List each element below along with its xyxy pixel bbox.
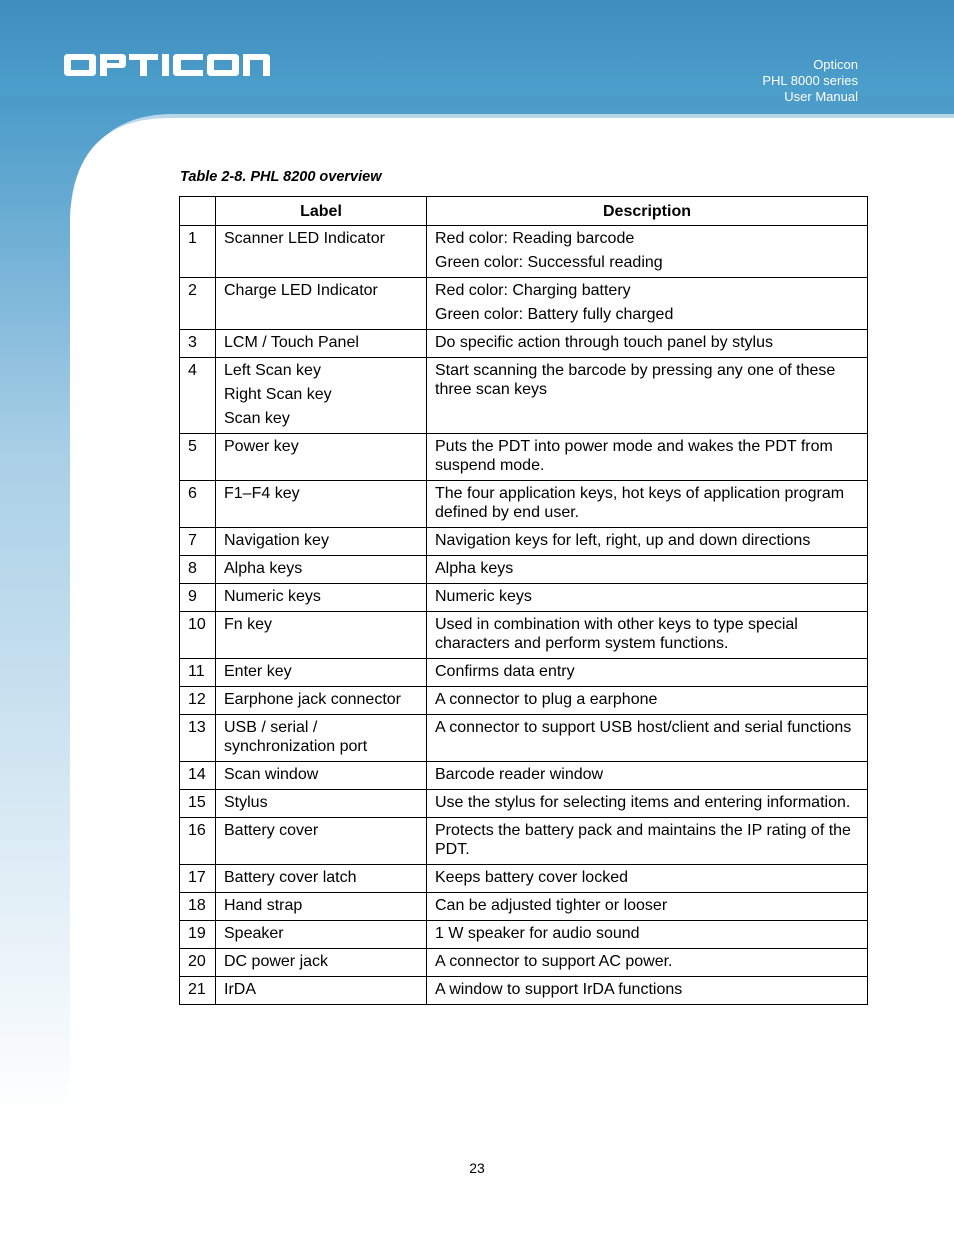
row-description-cell	[427, 715, 868, 762]
row-description-cell	[427, 226, 868, 278]
row-description: A connector to plug a earphone	[435, 691, 658, 708]
column-header-description: Description	[427, 197, 868, 226]
row-label: Scanner LED Indicator	[224, 230, 385, 247]
row-description: Green color: Battery fully charged	[435, 306, 674, 323]
row-number: 20	[180, 949, 216, 977]
row-label: Charge LED Indicator	[224, 282, 378, 299]
table-header-row	[180, 197, 868, 226]
column-header-label: Label	[216, 197, 427, 226]
row-number: 21	[180, 977, 216, 1005]
row-description-cell	[427, 659, 868, 687]
row-description: Confirms data entry	[435, 663, 575, 680]
row-description: Red color: Charging battery	[435, 282, 631, 299]
table-row	[180, 434, 868, 481]
header-meta-doctype: User Manual	[784, 89, 858, 104]
row-number: 13	[180, 715, 216, 762]
row-label-cell	[216, 790, 427, 818]
row-number: 1	[180, 226, 216, 278]
row-number: 4	[180, 358, 216, 434]
table-row	[180, 687, 868, 715]
row-description-cell	[427, 330, 868, 358]
row-number: 9	[180, 584, 216, 612]
row-label: Hand strap	[224, 897, 303, 914]
row-label-cell	[216, 762, 427, 790]
row-number: 18	[180, 893, 216, 921]
table-row	[180, 818, 868, 865]
row-number: 10	[180, 612, 216, 659]
row-label-cell	[216, 528, 427, 556]
row-label: Left Scan key	[224, 362, 321, 379]
row-label: Fn key	[224, 616, 273, 633]
row-description: Protects the battery pack and maintains the IP rating of the PDT.	[435, 822, 851, 858]
row-description: A window to support IrDA functions	[435, 981, 683, 998]
table-body	[180, 226, 868, 1005]
row-label: LCM / Touch Panel	[224, 334, 359, 351]
row-label-cell	[216, 358, 427, 434]
row-label: Navigation key	[224, 532, 329, 549]
row-description-cell	[427, 977, 868, 1005]
row-label-cell	[216, 481, 427, 528]
column-header-number	[180, 197, 216, 226]
table-row	[180, 921, 868, 949]
row-number: 3	[180, 330, 216, 358]
row-description: Green color: Successful reading	[435, 254, 663, 271]
row-description-cell	[427, 556, 868, 584]
table-row	[180, 330, 868, 358]
row-number: 8	[180, 556, 216, 584]
row-description-cell	[427, 687, 868, 715]
row-label-cell	[216, 659, 427, 687]
overview-table	[179, 196, 868, 1005]
table-row	[180, 278, 868, 330]
row-description-cell	[427, 612, 868, 659]
row-description-cell	[427, 865, 868, 893]
row-label-cell	[216, 226, 427, 278]
row-label-cell	[216, 584, 427, 612]
row-label-cell	[216, 715, 427, 762]
row-label-cell	[216, 278, 427, 330]
table-row	[180, 715, 868, 762]
row-number: 19	[180, 921, 216, 949]
opticon-logo	[62, 50, 294, 80]
table-row	[180, 612, 868, 659]
row-number: 17	[180, 865, 216, 893]
row-label: Alpha keys	[224, 560, 303, 577]
row-description: A connector to support AC power.	[435, 953, 673, 970]
row-description: 1 W speaker for audio sound	[435, 925, 640, 942]
table-row	[180, 481, 868, 528]
row-description-cell	[427, 481, 868, 528]
row-number: 5	[180, 434, 216, 481]
table-row	[180, 584, 868, 612]
row-description: Can be adjusted tighter or looser	[435, 897, 668, 914]
row-number: 14	[180, 762, 216, 790]
row-label-cell	[216, 865, 427, 893]
row-label: Battery cover	[224, 822, 319, 839]
row-description: Navigation keys for left, right, up and down directions	[435, 532, 811, 549]
row-label: Battery cover latch	[224, 869, 357, 886]
row-description: The four application keys, hot keys of application program defined by end user.	[435, 485, 845, 521]
row-description: Use the stylus for selecting items and entering information.	[435, 794, 851, 811]
row-number: 12	[180, 687, 216, 715]
row-description-cell	[427, 921, 868, 949]
row-label-cell	[216, 612, 427, 659]
row-label-cell	[216, 921, 427, 949]
table-row	[180, 949, 868, 977]
row-description: Start scanning the barcode by pressing any one of these three scan keys	[435, 362, 836, 398]
row-description-cell	[427, 584, 868, 612]
table-row	[180, 659, 868, 687]
row-description: A connector to support USB host/client and serial functions	[435, 719, 852, 736]
header-meta-company: Opticon	[813, 57, 858, 72]
table-row	[180, 358, 868, 434]
row-label-cell	[216, 977, 427, 1005]
table-row	[180, 762, 868, 790]
row-description-cell	[427, 762, 868, 790]
row-label-cell	[216, 687, 427, 715]
header-meta	[762, 57, 858, 105]
row-description-cell	[427, 949, 868, 977]
row-label: Earphone jack connector	[224, 691, 401, 708]
row-description: Used in combination with other keys to type special characters and perform system functions.	[435, 616, 798, 652]
row-label: Scan window	[224, 766, 319, 783]
table-row	[180, 226, 868, 278]
row-number: 16	[180, 818, 216, 865]
row-description-cell	[427, 790, 868, 818]
table-row	[180, 977, 868, 1005]
row-label: Speaker	[224, 925, 284, 942]
table-caption: Table 2-8. PHL 8200 overview	[180, 169, 382, 185]
table-row	[180, 528, 868, 556]
row-description: Keeps battery cover locked	[435, 869, 628, 886]
row-number: 6	[180, 481, 216, 528]
row-label: Power key	[224, 438, 299, 455]
table-row	[180, 865, 868, 893]
row-label: DC power jack	[224, 953, 329, 970]
header-meta-series: PHL 8000 series	[762, 73, 858, 88]
row-label: Numeric keys	[224, 588, 321, 605]
row-number: 15	[180, 790, 216, 818]
row-number: 7	[180, 528, 216, 556]
row-label-cell	[216, 434, 427, 481]
row-description: Barcode reader window	[435, 766, 604, 783]
row-description-cell	[427, 893, 868, 921]
row-description-cell	[427, 528, 868, 556]
row-label-cell	[216, 556, 427, 584]
row-description: Puts the PDT into power mode and wakes the PDT from suspend mode.	[435, 438, 833, 474]
row-label: Stylus	[224, 794, 268, 811]
row-description-cell	[427, 434, 868, 481]
row-label: USB / serial / synchronization port	[224, 719, 368, 755]
row-label: IrDA	[224, 981, 256, 998]
row-label: Enter key	[224, 663, 292, 680]
row-description-cell	[427, 818, 868, 865]
row-label: Scan key	[224, 410, 290, 427]
row-description-cell	[427, 278, 868, 330]
table-row	[180, 790, 868, 818]
row-label: F1–F4 key	[224, 485, 300, 502]
row-description: Numeric keys	[435, 588, 532, 605]
row-number: 2	[180, 278, 216, 330]
table-row	[180, 556, 868, 584]
row-label: Right Scan key	[224, 386, 332, 403]
row-description: Red color: Reading barcode	[435, 230, 635, 247]
page-number: 23	[469, 1160, 485, 1176]
row-label-cell	[216, 893, 427, 921]
row-label-cell	[216, 818, 427, 865]
row-description: Alpha keys	[435, 560, 514, 577]
row-number: 11	[180, 659, 216, 687]
row-label-cell	[216, 949, 427, 977]
row-description-cell	[427, 358, 868, 434]
row-description: Do specific action through touch panel by stylus	[435, 334, 773, 351]
row-label-cell	[216, 330, 427, 358]
table-row	[180, 893, 868, 921]
